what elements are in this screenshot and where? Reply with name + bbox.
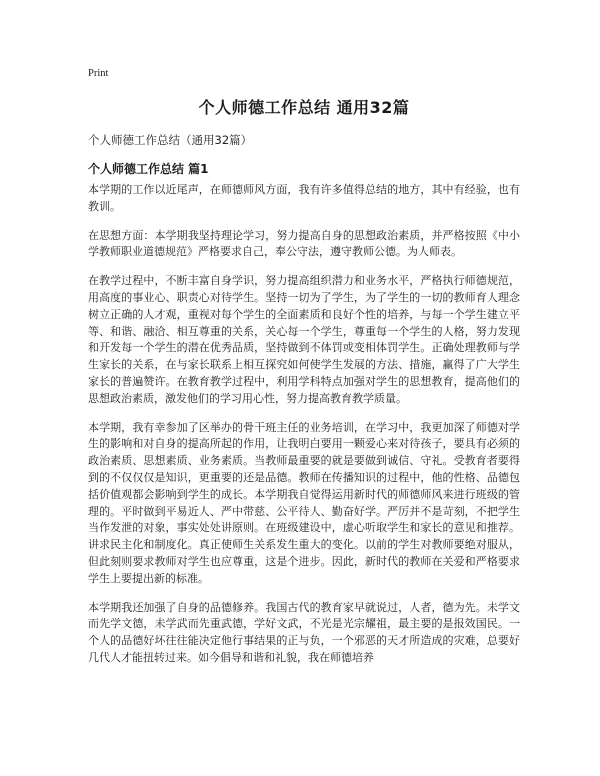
document-title: 个人师德工作总结 通用32篇	[198, 98, 410, 117]
paragraph: 本学期的工作以近尾声，在师德师风方面，我有许多值得总结的地方，其中有经验，也有教训。	[88, 183, 520, 213]
document-subtitle: 个人师德工作总结（通用32篇）	[88, 133, 253, 147]
paragraph: 在教学过程中，不断丰富自身学识，努力提高组织潜力和业务水平，严格执行师德规范，用高度的事业心、职责心对待学生。坚持一切为了学生，为了学生的一切的教师育人理念树立正确的人才观，重视对每个学生的全面素质和良好个性的培养，与每一个学生建立平等、和谐、融洽、相互尊重的关系，关心每一个学生，尊重每一个学生的人格，努力发现和开发每一个学生的潜在优秀品质，坚持做到不体罚或变相体罚学生。正确处理教师与学生家长的关系，在与家长联系上相互探究如何使学生发展的方法、措施，赢得了广大学生家长的普遍赞许。在教育教学过程中，利用学科特点加强对学生的思想教育，提高他们的思想政治素质，激发他们的学习用心性，努力提高教育教学质量。	[88, 274, 520, 405]
print-link[interactable]: Print	[88, 68, 109, 79]
document-body	[88, 182, 520, 679]
paragraph: 在思想方面：本学期我坚持理论学习，努力提高自身的思想政治素质，并严格按照《中小学教师职业道德规范》严格要求自己，奉公守法，遵守教师公德。为人师表。	[88, 228, 520, 259]
paragraph: 本学期我还加强了自身的品德修养。我国古代的教育家早就说过，人者，德为先。未学文而先学文德，未学武而先重武德，学好文武，不光是光宗耀祖，最主要的是报效国民。一个人的品德好坏往往能决定他行事结果的正与负，一个邪恶的天才所造成的灾难，总要好几代人才能扭转过来。如今倡导和谐和礼貌，我在师德培养	[88, 600, 520, 664]
section-heading: 个人师德工作总结 篇1	[88, 162, 209, 176]
paragraph: 本学期，我有幸参加了区举办的骨干班主任的业务培训，在学习中，我更加深了师德对学生的影响和对自身的提高所起的作用，让我明白要用一颗爱心来对待孩子，要具有必须的政治素质、思想素质、业务素质。当教师最重要的就是要做到诚信、守礼。受教育者要得到的不仅仅仅是知识，更重要的还是品德。教师在传播知识的过程中，他的性格、品德包括价值观都会影响到学生的成长。本学期我自觉得运用新时代的师德师风来进行班级的管理的。平时做到平易近人、严中带慈、公平待人、勤奋好学。严厉并不是苛刻，不把学生当作发泄的对象，事实处处讲原则。在班级建设中，虚心听取学生和家长的意见和推荐。讲求民主化和制度化。真正使师生关系发生重大的变化。以前的学生对教师要绝对服从，但此刻则要求教师对学生也应尊重，这是个进步。因此，新时代的教师在关爱和严格要求学生上要提出新的标准。	[88, 420, 520, 585]
